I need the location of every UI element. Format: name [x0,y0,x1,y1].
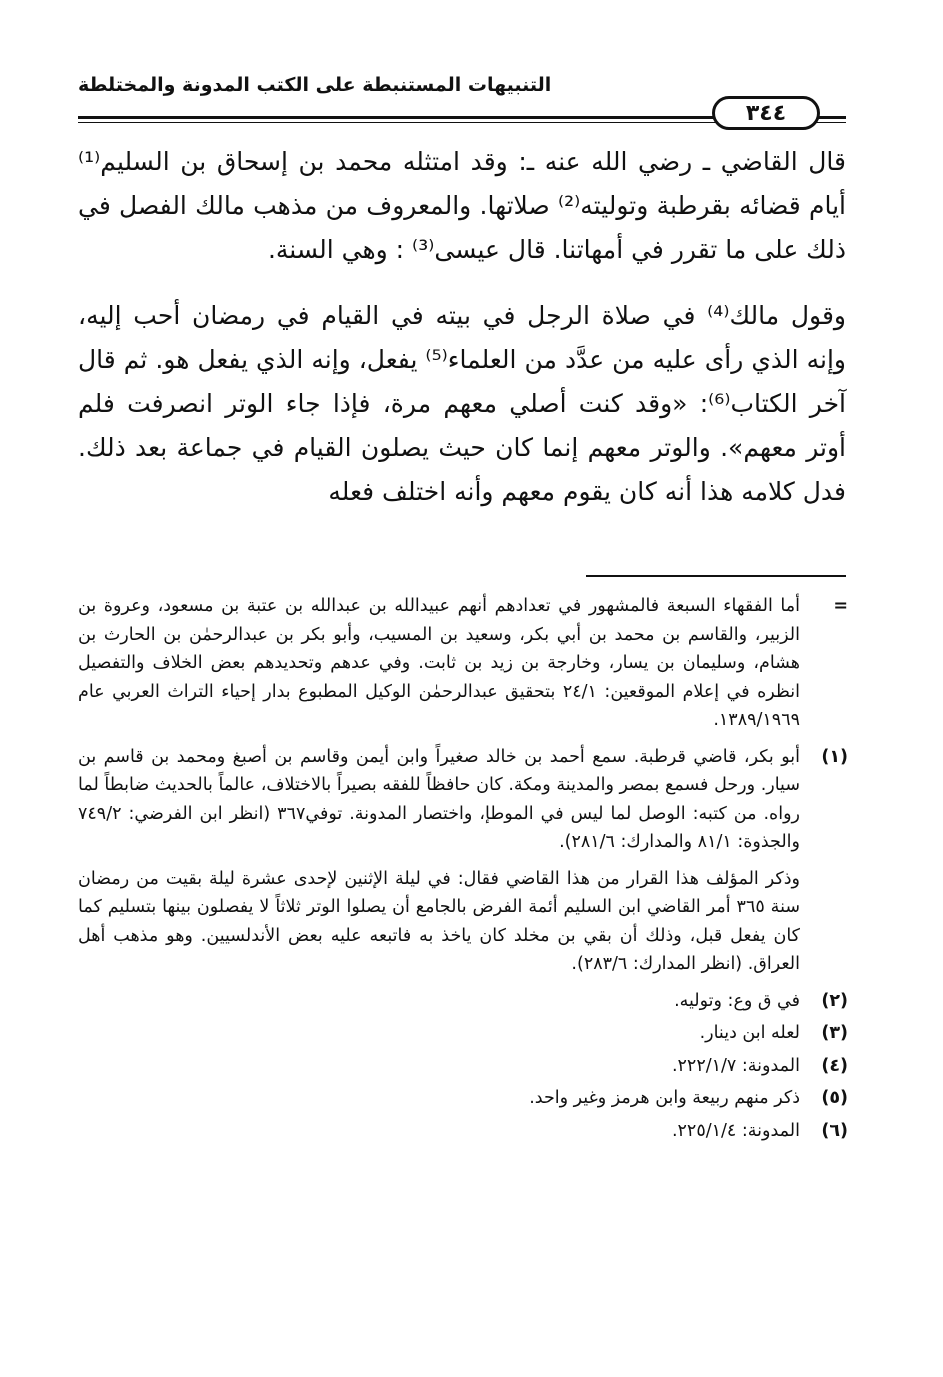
footnote-3 [78,1019,848,1048]
footnote-continuation [78,592,848,735]
footnote-1 [78,743,848,857]
paragraph-1: قال القاضي ـ رضي الله عنه ـ: وقد امتثله محمد بن إسحاق بن السليم⁽¹⁾ أيام قضائه بقرطبة وتوليته⁽²⁾ صلاتها. والمعروف من مذهب مالك الفصل في ذلك على ما تقرر في أمهاتنا. قال عيسى⁽³⁾ : وهي السنة. [78,147,846,264]
footnote-marker: (٤) [821,1055,848,1076]
footnote-text: المدونة: ٢٢٢/١/٧. [671,1055,800,1076]
footnote-marker: = [833,596,848,616]
footnote-text: أبو بكر، قاضي قرطبة. سمع أحمد بن خالد صغيراً وابن أيمن وقاسم بن أصبغ ومحمد بن قاسم بن سيار. ورحل فسمع بمصر والمدينة ومكة. كان حافظاً للفقه بصيراً بالاختلاف، عالماً بالحديث ضابطاً لما رواه. من كتبه: الوصل لما ليس في الموطإ، واختصار المدونة. توفي٣٦٧ (انظر ابن الفرضي: ٧٤٩/٢ والجذوة: ٨١/١ والمدارك: ٢٨١/٦). [78,746,800,852]
footnotes [78,592,848,1145]
page-number: ٣٤٤ [712,96,820,130]
running-title: التنبيهات المستنبطة على الكتب المدونة والمختلطة [78,74,552,96]
footnote-marker: (٢) [821,990,848,1011]
footnote-text: لعله ابن دينار. [699,1023,800,1043]
footnote-text: وذكر المؤلف هذا القرار من هذا القاضي فقال: في ليلة الإثنين لإحدى عشرة ليلة بقيت من رمضان سنة ٣٦٥ أمر القاضي ابن السليم أئمة الفرض بالجامع أن يصلوا الوتر ثلاثاً لا يفصلون بينها بتسليم كما كان يفعل قبل، وذلك أن بقي بن مخلد كان ياخذ به فاتبعه عليه بعض الأندلسيين. وهو مذهب أهل العراق. (انظر المدارك: ٢٨٣/٦). [78,868,801,974]
footnote-text: ذكر منهم ربيعة وابن هرمز وغير واحد. [529,1088,800,1108]
footnote-marker: (١) [821,746,848,767]
main-text [78,140,846,514]
footnote-text: المدونة: ٢٢٥/١/٤. [671,1120,800,1141]
footnote-text: أما الفقهاء السبعة فالمشهور في تعدادهم أنهم عبيدالله بن عبدالله بن عتبة بن مسعود، وعروة بن الزبير، والقاسم بن محمد بن أبي بكر، وسعيد بن المسيب، وأبو بكر بن عبدالرحمٰن بن الحارث بن هشام، وسليمان بن يسار، وخارجة بن زيد بن ثابت. وفي عدهم وتحديدهم بعض الخلاف والتفصيل انظره في إعلام الموقعين: ٢٤/١ بتحقيق عبدالرحمٰن الوكيل المطبوع بدار إحياء التراث العربي عام ١٣٨٩/١٩٦٩. [78,596,800,730]
paragraph-2: وقول مالك⁽⁴⁾ في صلاة الرجل في بيته في القيام في رمضان أحب إليه، وإنه الذي رأى عليه من عدَّد من العلماء⁽⁵⁾ يفعل، وإنه الذي يفعل هو. ثم قال آخر الكتاب⁽⁶⁾: «وقد كنت أصلي معهم مرة، فإذا جاء الوتر انصرفت فلم أوتر معهم». والوتر معهم إنما كان حيث يصلون القيام في جماعة بعد ذلك. فدل كلامه هذا أنه كان يقوم معهم وأنه اختلف فعله [78,301,847,506]
footnote-4 [78,1052,848,1081]
footnote-1-extra [78,865,848,979]
footnote-separator [586,575,846,577]
footnote-text: في ق وع: وتوليه. [674,990,800,1011]
footnote-5 [78,1084,848,1113]
footnote-marker: (٦) [821,1120,848,1141]
footnote-marker: (٥) [821,1088,848,1108]
footnote-6 [78,1117,848,1146]
footnote-2 [78,987,848,1016]
footnote-marker: (٣) [821,1023,848,1043]
